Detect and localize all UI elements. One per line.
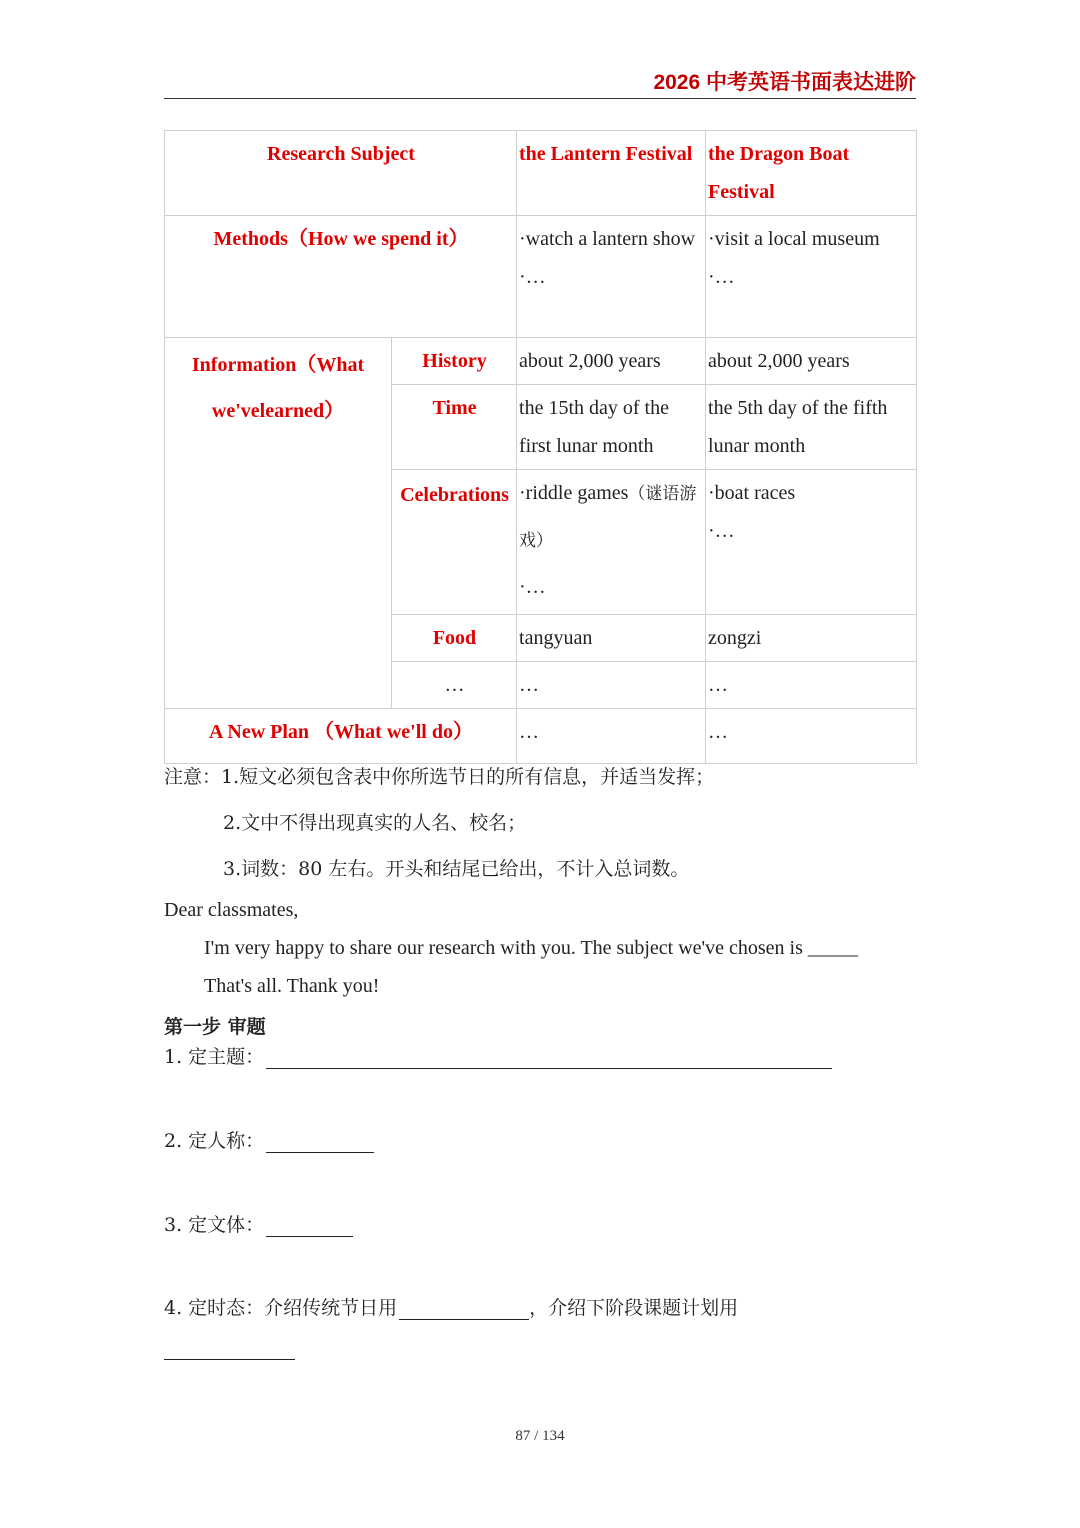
celebrations-col2-a: ·boat races	[708, 482, 796, 504]
research-table	[164, 130, 917, 764]
question-person	[164, 1126, 374, 1153]
methods-col1	[517, 216, 706, 338]
celebrations-col1-a: ·riddle games	[519, 482, 629, 504]
person-answer-blank[interactable]	[266, 1130, 374, 1153]
question-tense-label: 4. 定时态：介绍传统节日用	[164, 1297, 398, 1319]
celebrations-col1	[517, 470, 706, 615]
table-row	[165, 216, 917, 338]
methods-col2	[706, 216, 917, 338]
more-col1: …	[517, 662, 706, 709]
page-number: 87 / 134	[515, 1428, 565, 1444]
row-label-time: Time	[392, 385, 517, 470]
plan-col1: …	[517, 709, 706, 764]
note-line-1: 注意：1.短文必须包含表中你所选节日的所有信息，并适当发挥；	[164, 766, 715, 788]
plan-label: A New Plan （What we'll do）	[165, 709, 517, 764]
header-title: 2026 中考英语书面表达进阶	[653, 71, 916, 94]
plan-col2: …	[706, 709, 917, 764]
letter-closing: That's all. Thank you!	[204, 975, 380, 997]
time-col1: the 15th day of the first lunar month	[517, 385, 706, 470]
row-label-celebrations: Celebrations	[392, 470, 517, 615]
question-person-label: 2. 定人称：	[164, 1130, 265, 1152]
methods-col2-line: ·visit a local museum	[708, 228, 880, 250]
row-label-food: Food	[392, 615, 517, 662]
food-col1: tangyuan	[517, 615, 706, 662]
row-label-history: History	[392, 338, 517, 385]
table-row	[165, 338, 917, 385]
table-row	[165, 131, 917, 216]
letter-opening: I'm very happy to share our research with you. The subject we've chosen is _____	[204, 937, 858, 959]
info-label: Information（What we'velearned）	[165, 338, 392, 709]
row-label-more: …	[392, 662, 517, 709]
question-tense	[164, 1293, 738, 1320]
history-col2: about 2,000 years	[706, 338, 917, 385]
food-col2: zongzi	[706, 615, 917, 662]
question-topic-label: 1. 定主题：	[164, 1046, 265, 1068]
letter-greeting: Dear classmates,	[164, 899, 299, 921]
celebrations-col1-b: ·…	[519, 576, 546, 598]
celebrations-col1-cn: （谜语游戏）	[519, 484, 697, 551]
methods-col1-line: ·…	[519, 266, 546, 288]
note-line-2: 2.文中不得出现真实的人名、校名；	[223, 812, 527, 834]
tense-answer-blank-1[interactable]	[399, 1297, 529, 1320]
header-divider	[164, 98, 916, 99]
topic-answer-blank[interactable]	[266, 1046, 832, 1069]
question-tense-label-2: ，介绍下阶段课题计划用	[529, 1297, 739, 1319]
col2-head: the Dragon Boat Festival	[706, 131, 917, 216]
tense-answer-blank-2[interactable]	[164, 1359, 295, 1360]
celebrations-col2-b: ·…	[708, 520, 735, 542]
note-line-3: 3.词数：80 左右。开头和结尾已给出，不计入总词数。	[223, 858, 690, 880]
question-genre	[164, 1210, 353, 1237]
question-genre-label: 3. 定文体：	[164, 1214, 265, 1236]
genre-answer-blank[interactable]	[266, 1214, 353, 1237]
question-topic	[164, 1042, 832, 1069]
subject-label: Research Subject	[165, 131, 517, 216]
methods-col2-line: ·…	[708, 266, 735, 288]
table-row	[165, 709, 917, 764]
history-col1: about 2,000 years	[517, 338, 706, 385]
more-col2: …	[706, 662, 917, 709]
time-col2: the 5th day of the fifth lunar month	[706, 385, 917, 470]
methods-col1-line: ·watch a lantern show	[519, 228, 696, 250]
celebrations-col2	[706, 470, 917, 615]
step-title: 第一步 审题	[164, 1016, 266, 1038]
methods-label: Methods（How we spend it）	[165, 216, 517, 338]
col1-head: the Lantern Festival	[517, 131, 706, 216]
